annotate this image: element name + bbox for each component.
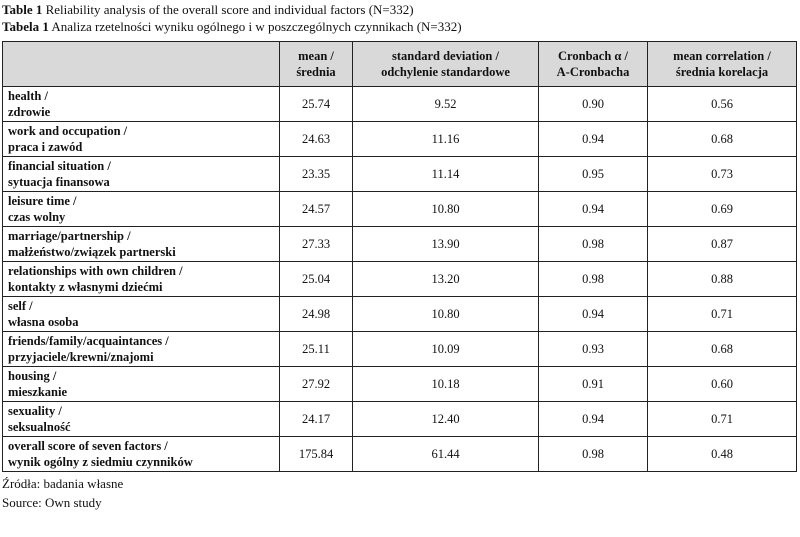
cell-cronbach-alpha: 0.94 [539, 192, 648, 227]
cell-standard-deviation: 61.44 [353, 437, 539, 472]
cell-standard-deviation: 10.80 [353, 192, 539, 227]
header-mean-correlation: mean correlation / średnia korelacja [648, 42, 797, 87]
cell-cronbach-alpha: 0.94 [539, 402, 648, 437]
factor-label-pl: kontakty z własnymi dziećmi [8, 280, 163, 294]
factor-label-en: sexuality / [8, 404, 62, 418]
caption-en-prefix: Table 1 [2, 2, 43, 17]
cell-mean: 27.92 [280, 367, 353, 402]
cell-cronbach-alpha: 0.94 [539, 297, 648, 332]
cell-mean: 25.04 [280, 262, 353, 297]
table-row [3, 122, 797, 157]
cell-factor-label [3, 297, 280, 332]
cell-factor-label [3, 122, 280, 157]
factor-label-pl: sytuacja finansowa [8, 175, 110, 189]
factor-label-pl: przyjaciele/krewni/znajomi [8, 350, 154, 364]
factor-label-en: housing / [8, 369, 57, 383]
table-row [3, 192, 797, 227]
cell-cronbach-alpha: 0.98 [539, 227, 648, 262]
table-caption-en [2, 0, 798, 18]
factor-label-en: relationships with own children / [8, 264, 183, 278]
cell-standard-deviation: 9.52 [353, 87, 539, 122]
cell-mean-correlation: 0.68 [648, 332, 797, 367]
factor-label-pl: praca i zawód [8, 140, 83, 154]
cell-mean-correlation: 0.73 [648, 157, 797, 192]
cell-mean: 24.98 [280, 297, 353, 332]
cell-cronbach-alpha: 0.95 [539, 157, 648, 192]
source-note-en: Source: Own study [2, 495, 102, 510]
factor-label-pl: wynik ogólny z siedmiu czynników [8, 455, 193, 469]
table-row [3, 227, 797, 262]
cell-factor-label [3, 367, 280, 402]
cell-mean-correlation: 0.87 [648, 227, 797, 262]
cell-standard-deviation: 13.20 [353, 262, 539, 297]
table-header-row [3, 42, 797, 87]
caption-pl-text: Analiza rzetelności wyniku ogólnego i w poszczególnych czynnikach (N=332) [48, 19, 462, 34]
cell-standard-deviation: 11.16 [353, 122, 539, 157]
cell-cronbach-alpha: 0.98 [539, 437, 648, 472]
cell-mean: 24.57 [280, 192, 353, 227]
factor-label-en: leisure time / [8, 194, 77, 208]
cell-mean-correlation: 0.88 [648, 262, 797, 297]
cell-factor-label [3, 157, 280, 192]
factor-label-pl: seksualność [8, 420, 71, 434]
cell-mean-correlation: 0.71 [648, 297, 797, 332]
factor-label-en: overall score of seven factors / [8, 439, 168, 453]
cell-factor-label [3, 332, 280, 367]
factor-label-pl: zdrowie [8, 105, 51, 119]
cell-factor-label [3, 87, 280, 122]
cell-standard-deviation: 11.14 [353, 157, 539, 192]
cell-factor-label [3, 402, 280, 437]
cell-cronbach-alpha: 0.98 [539, 262, 648, 297]
cell-mean-correlation: 0.56 [648, 87, 797, 122]
table-row [3, 402, 797, 437]
header-standard-deviation: standard deviation / odchylenie standardowe [353, 42, 539, 87]
cell-mean: 24.17 [280, 402, 353, 437]
factor-label-en: self / [8, 299, 33, 313]
factor-label-pl: czas wolny [8, 210, 66, 224]
cell-factor-label [3, 437, 280, 472]
table-row [3, 367, 797, 402]
cell-standard-deviation: 13.90 [353, 227, 539, 262]
cell-mean: 25.74 [280, 87, 353, 122]
table-row [3, 332, 797, 367]
factor-label-en: health / [8, 89, 48, 103]
cell-standard-deviation: 10.18 [353, 367, 539, 402]
factor-label-en: friends/family/acquaintances / [8, 334, 169, 348]
table-row [3, 87, 797, 122]
table-body [3, 87, 797, 472]
cell-mean-correlation: 0.48 [648, 437, 797, 472]
factor-label-en: financial situation / [8, 159, 111, 173]
factor-label-en: work and occupation / [8, 124, 128, 138]
cell-standard-deviation: 10.09 [353, 332, 539, 367]
header-mean: mean / średnia [280, 42, 353, 87]
cell-standard-deviation: 10.80 [353, 297, 539, 332]
cell-mean-correlation: 0.68 [648, 122, 797, 157]
table-row [3, 437, 797, 472]
caption-pl-prefix: Tabela 1 [2, 19, 49, 34]
table-row [3, 262, 797, 297]
cell-cronbach-alpha: 0.91 [539, 367, 648, 402]
cell-factor-label [3, 192, 280, 227]
reliability-table [2, 41, 797, 472]
cell-mean-correlation: 0.69 [648, 192, 797, 227]
cell-cronbach-alpha: 0.90 [539, 87, 648, 122]
factor-label-pl: małżeństwo/związek partnerski [8, 245, 176, 259]
source-note-pl: Źródła: badania własne [2, 476, 124, 491]
cell-mean-correlation: 0.60 [648, 367, 797, 402]
cell-mean: 175.84 [280, 437, 353, 472]
table-footer [2, 474, 798, 512]
cell-mean: 24.63 [280, 122, 353, 157]
header-cronbach-alpha: Cronbach α / A-Cronbacha [539, 42, 648, 87]
header-factor [3, 42, 280, 87]
cell-cronbach-alpha: 0.93 [539, 332, 648, 367]
factor-label-en: marriage/partnership / [8, 229, 131, 243]
cell-mean: 25.11 [280, 332, 353, 367]
cell-factor-label [3, 227, 280, 262]
cell-cronbach-alpha: 0.94 [539, 122, 648, 157]
caption-en-text: Reliability analysis of the overall score and individual factors (N=332) [42, 2, 414, 17]
factor-label-pl: własna osoba [8, 315, 79, 329]
factor-label-pl: mieszkanie [8, 385, 68, 399]
cell-mean: 27.33 [280, 227, 353, 262]
cell-mean-correlation: 0.71 [648, 402, 797, 437]
table-caption-pl [2, 18, 798, 35]
table-row [3, 157, 797, 192]
cell-factor-label [3, 262, 280, 297]
table-row [3, 297, 797, 332]
cell-standard-deviation: 12.40 [353, 402, 539, 437]
cell-mean: 23.35 [280, 157, 353, 192]
